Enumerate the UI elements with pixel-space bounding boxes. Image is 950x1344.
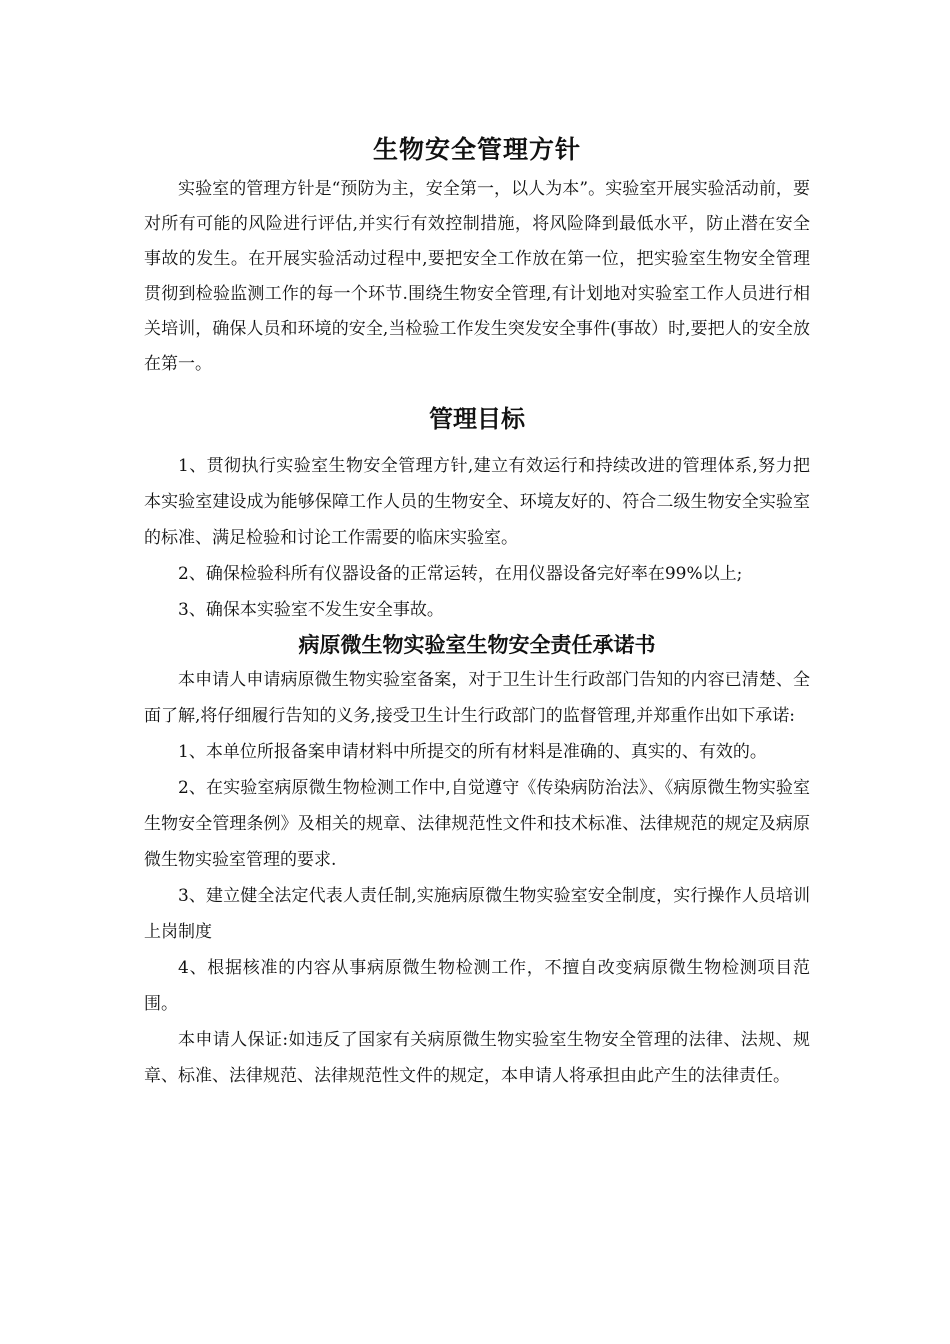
section-policy xyxy=(144,128,810,382)
commitment-item-1: 1、本单位所报备案申请材料中所提交的所有材料是准确的、真实的、有效的。 xyxy=(178,742,767,762)
commitment-item-3: 3、建立健全法定代表人责任制,实施病原微生物实验室安全制度，实行操作人员培训上岗制度 xyxy=(144,886,810,942)
commitment-title: 病原微生物实验室生物安全责任承诺书 xyxy=(298,633,656,657)
section-goals xyxy=(144,390,810,628)
goal-item-3: 3、确保本实验室不发生安全事故。 xyxy=(178,600,444,620)
commitment-item-2: 2、在实验室病原微生物检测工作中,自觉遵守《传染病防治法》、《病原微生物实验室生物安全管理条例》及相关的规章、法律规范性文件和技术标准、法律规范的规定及病原微生物实验室管理的要求. xyxy=(144,778,810,870)
section-commitment xyxy=(144,628,810,1094)
document-body xyxy=(144,128,810,1094)
commitment-intro: 本申请人申请病原微生物实验室备案，对于卫生计生行政部门告知的内容已清楚、全面了解,将仔细履行告知的义务,接受卫生计生行政部门的监督管理,并郑重作出如下承诺: xyxy=(144,670,810,726)
goal-item-1: 1、贯彻执行实验室生物安全管理方针,建立有效运行和持续改进的管理体系,努力把本实验室建设成为能够保障工作人员的生物安全、环境友好的、符合二级生物安全实验室的标准、满足检验和讨论工作需要的临床实验室。 xyxy=(144,456,810,548)
goals-title: 管理目标 xyxy=(429,405,525,433)
commitment-item-4: 4、根据核准的内容从事病原微生物检测工作，不擅自改变病原微生物检测项目范围。 xyxy=(144,958,810,1014)
policy-paragraph: 实验室的管理方针是“预防为主，安全第一，以人为本”。实验室开展实验活动前，要对所有可能的风险进行评估,并实行有效控制措施，将风险降到最低水平，防止潜在安全事故的发生。在开展实验活动过程中,要把安全工作放在第一位，把实验室生物安全管理贯彻到检验监测工作的每一个环节.围绕生物安全管理,有计划地对实验室工作人员进行相关培训，确保人员和环境的安全,当检验工作发生突发安全事件(事故）时,要把人的安全放在第一。 xyxy=(144,179,810,374)
commitment-closing: 本申请人保证:如违反了国家有关病原微生物实验室生物安全管理的法律、法规、规章、标准、法律规范、法律规范性文件的规定，本申请人将承担由此产生的法律责任。 xyxy=(144,1030,810,1086)
goal-item-2: 2、确保检验科所有仪器设备的正常运转，在用仪器设备完好率在99%以上; xyxy=(178,564,743,584)
policy-title: 生物安全管理方针 xyxy=(372,135,581,164)
